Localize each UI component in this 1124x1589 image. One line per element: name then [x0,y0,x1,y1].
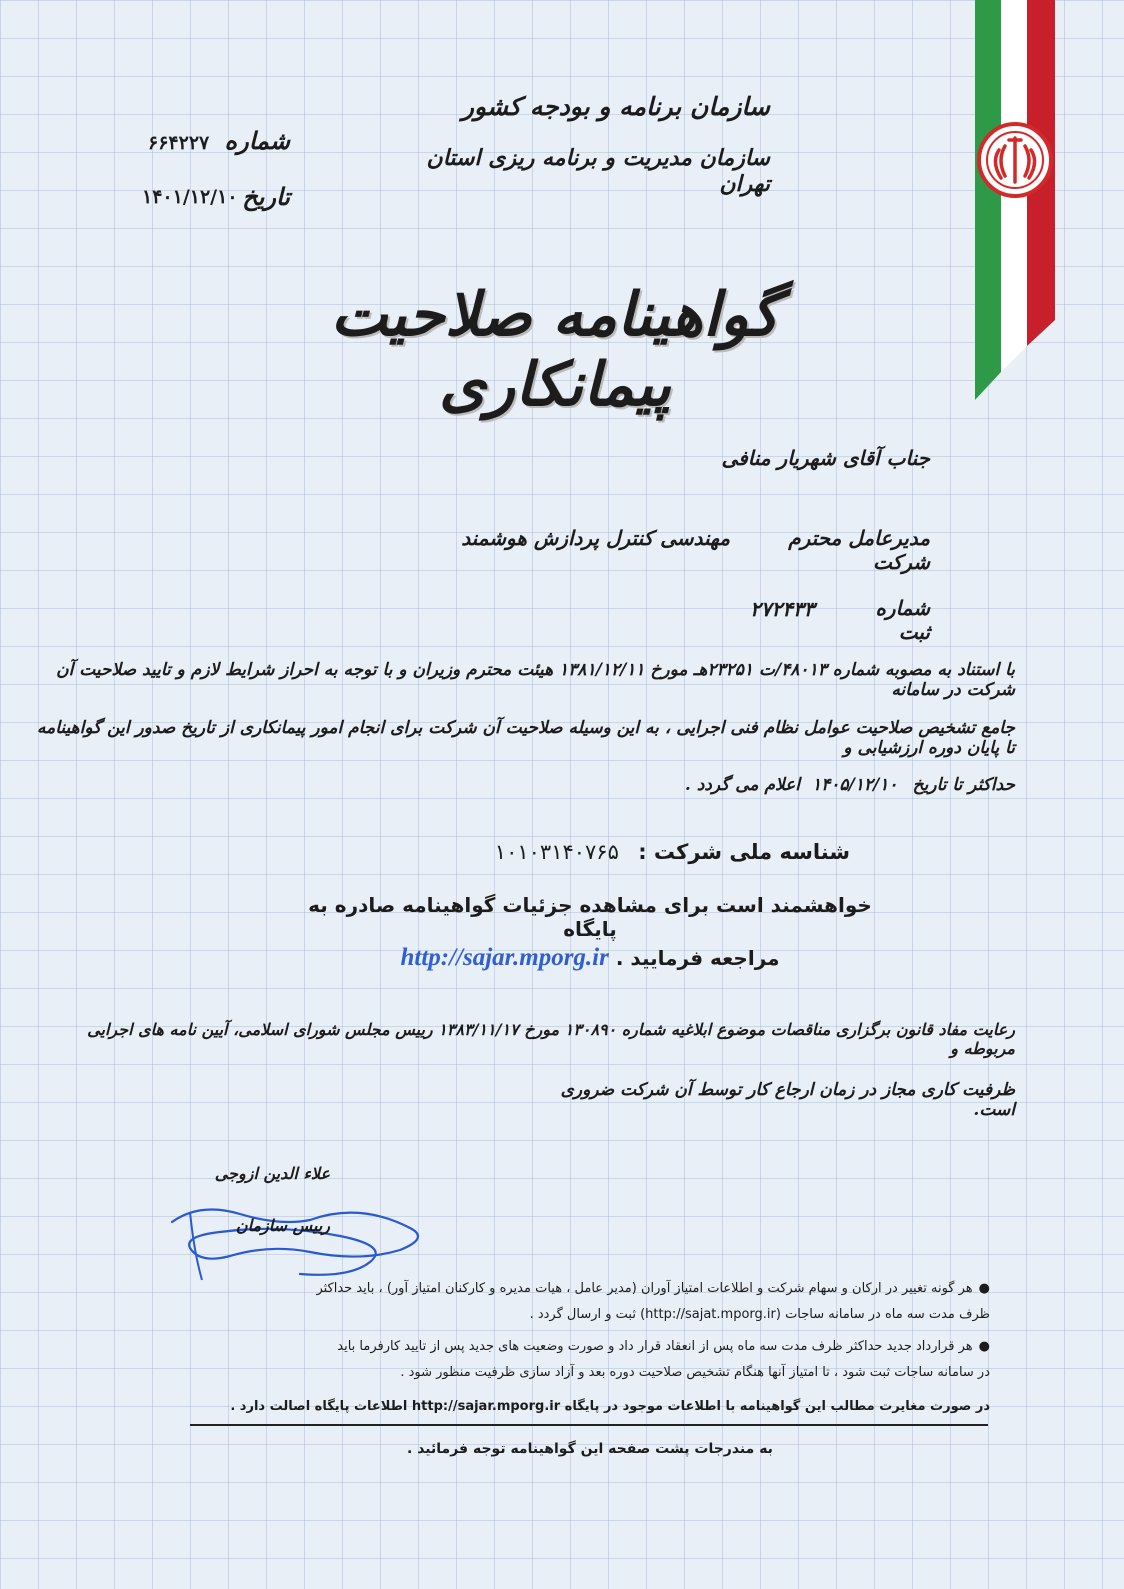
number-label: شماره [224,126,290,155]
registration-number: ۲۷۲۴۳۳ [750,597,815,621]
ceo-label: مدیرعامل محترم شرکت [788,526,930,574]
signatory-name: علاء الدین ازوجی [214,1164,330,1183]
body-line-3-suffix: اعلام می گردد . [684,775,800,795]
national-id-label: شناسه ملی شرکت : [638,840,850,864]
body-line-1: با استناد به مصوبه شماره ۴۸۰۱۳/ت ۲۳۲۵۱هـ مورخ ۱۳۸۱/۱۲/۱۱ هیئت محترم وزیران و با توجه به احراز شرایط لازم و تایید صلاحیت آن شرکت در سامانه [56,660,1015,700]
back-page-notice: به مندرجات پشت صفحه این گواهینامه توجه فرمائید . [407,1441,773,1457]
request-line-2-suffix: مراجعه فرمایید . [615,946,780,970]
footer-divider [190,1424,988,1426]
date-label: تاریخ [242,182,290,211]
footer-note-2-line-2: در سامانه ساجات ثبت شود ، تا امتیاز آنها هنگام تشخیص صلاحیت دوره بعد و آزاد سازی ظرفیت منظور شود . [400,1365,990,1380]
request-line-2 [380,944,800,972]
expiry-date: ۱۴۰۵/۱۲/۱۰ [812,775,898,795]
signatory-title: رییس سازمان [235,1216,330,1235]
national-id [450,840,850,864]
footer-note-2: ●هر قرارداد جدید حداکثر ظرف مدت سه ماه پس از انعقاد قرار داد و صورت وضعیت های جدید پس از تایید کارفرما باید در سامانه ساجات ثبت شود ، تا امتیاز آنها هنگام تشخیص صلاحیت دوره بعد و آزاد سازی ظرفیت منظور شود . [337,1339,990,1380]
compliance-line-1: رعایت مفاد قانون برگزاری مناقصات موضوع ابلاغیه شماره ۱۳۰۸۹۰ مورخ ۱۳۸۳/۱۱/۱۷ رییس مجلس شورای اسلامی، آیین نامه های اجرایی مربوطه و [87,1020,1015,1058]
sajar-link[interactable]: http://sajar.mporg.ir [400,944,609,971]
footer-note-2-line-1: هر قرارداد جدید حداکثر ظرف مدت سه ماه پس از انعقاد قرار داد و صورت وضعیت های جدید پس از تایید کارفرما باید [337,1339,973,1354]
national-id-value: ۱۰۱۰۳۱۴۰۷۶۵ [494,840,619,864]
org-name-secondary: سازمان مدیریت و برنامه ریزی استان تهران [426,145,770,197]
footer-note-1: ●هر گونه تغییر در ارکان و سهام شرکت و اطلاعات امتیاز آوران (مدیر عامل ، هیات مدیره و کارکنان امتیاز آور) ، باید حداکثر ظرف مدت سه ماه در سامانه ساجات (http://sajat.mporg.ir) ثبت و ارسال گردد . [316,1281,990,1322]
date-value: ۱۴۰۱/۱۲/۱۰ [142,186,238,208]
compliance-line-2: ظرفیت کاری مجاز در زمان ارجاع کار توسط آن شرکت ضروری است. [560,1080,1015,1120]
footer-note-1-line-1: هر گونه تغییر در ارکان و سهام شرکت و اطلاعات امتیاز آوران (مدیر عامل ، هیات مدیره و کارکنان امتیاز آور) ، باید حداکثر [316,1281,973,1296]
org-name-primary: سازمان برنامه و بودجه کشور [461,92,770,121]
company-name: مهندسی کنترل پردازش هوشمند [461,526,730,550]
body-line-2: جامع تشخیص صلاحیت عوامل نظام فنی اجرایی ، به این وسیله صلاحیت آن شرکت برای انجام امور پیمانکاری از تاریخ صدور این گواهینامه تا پایان دوره ارزشیابی و [37,718,1015,758]
flag-ribbon [975,0,1055,400]
footer-note-1-line-2: ظرف مدت سه ماه در سامانه ساجات (http://sajat.mporg.ir) ثبت و ارسال گردد . [529,1307,990,1322]
number-value: ۶۶۴۲۲۷ [148,132,210,154]
footer-note-3: در صورت مغایرت مطالب این گواهینامه با اطلاعات موجود در پایگاه http://sajar.mporg.ir اطلاعات پایگاه اصالت دارد . [230,1399,990,1414]
certificate-title: گواهینامه صلاحیت پیمانکاری [330,280,780,420]
body-line-3-prefix: حداکثر تا تاریخ [912,775,1015,795]
emblem-icon [979,124,1051,196]
registration-label: شماره ثبت [875,596,930,644]
salutation: جناب آقای شهریار منافی [721,446,930,470]
request-line-1: خواهشمند است برای مشاهده جزئیات گواهینامه صادره به پایگاه [308,893,872,941]
